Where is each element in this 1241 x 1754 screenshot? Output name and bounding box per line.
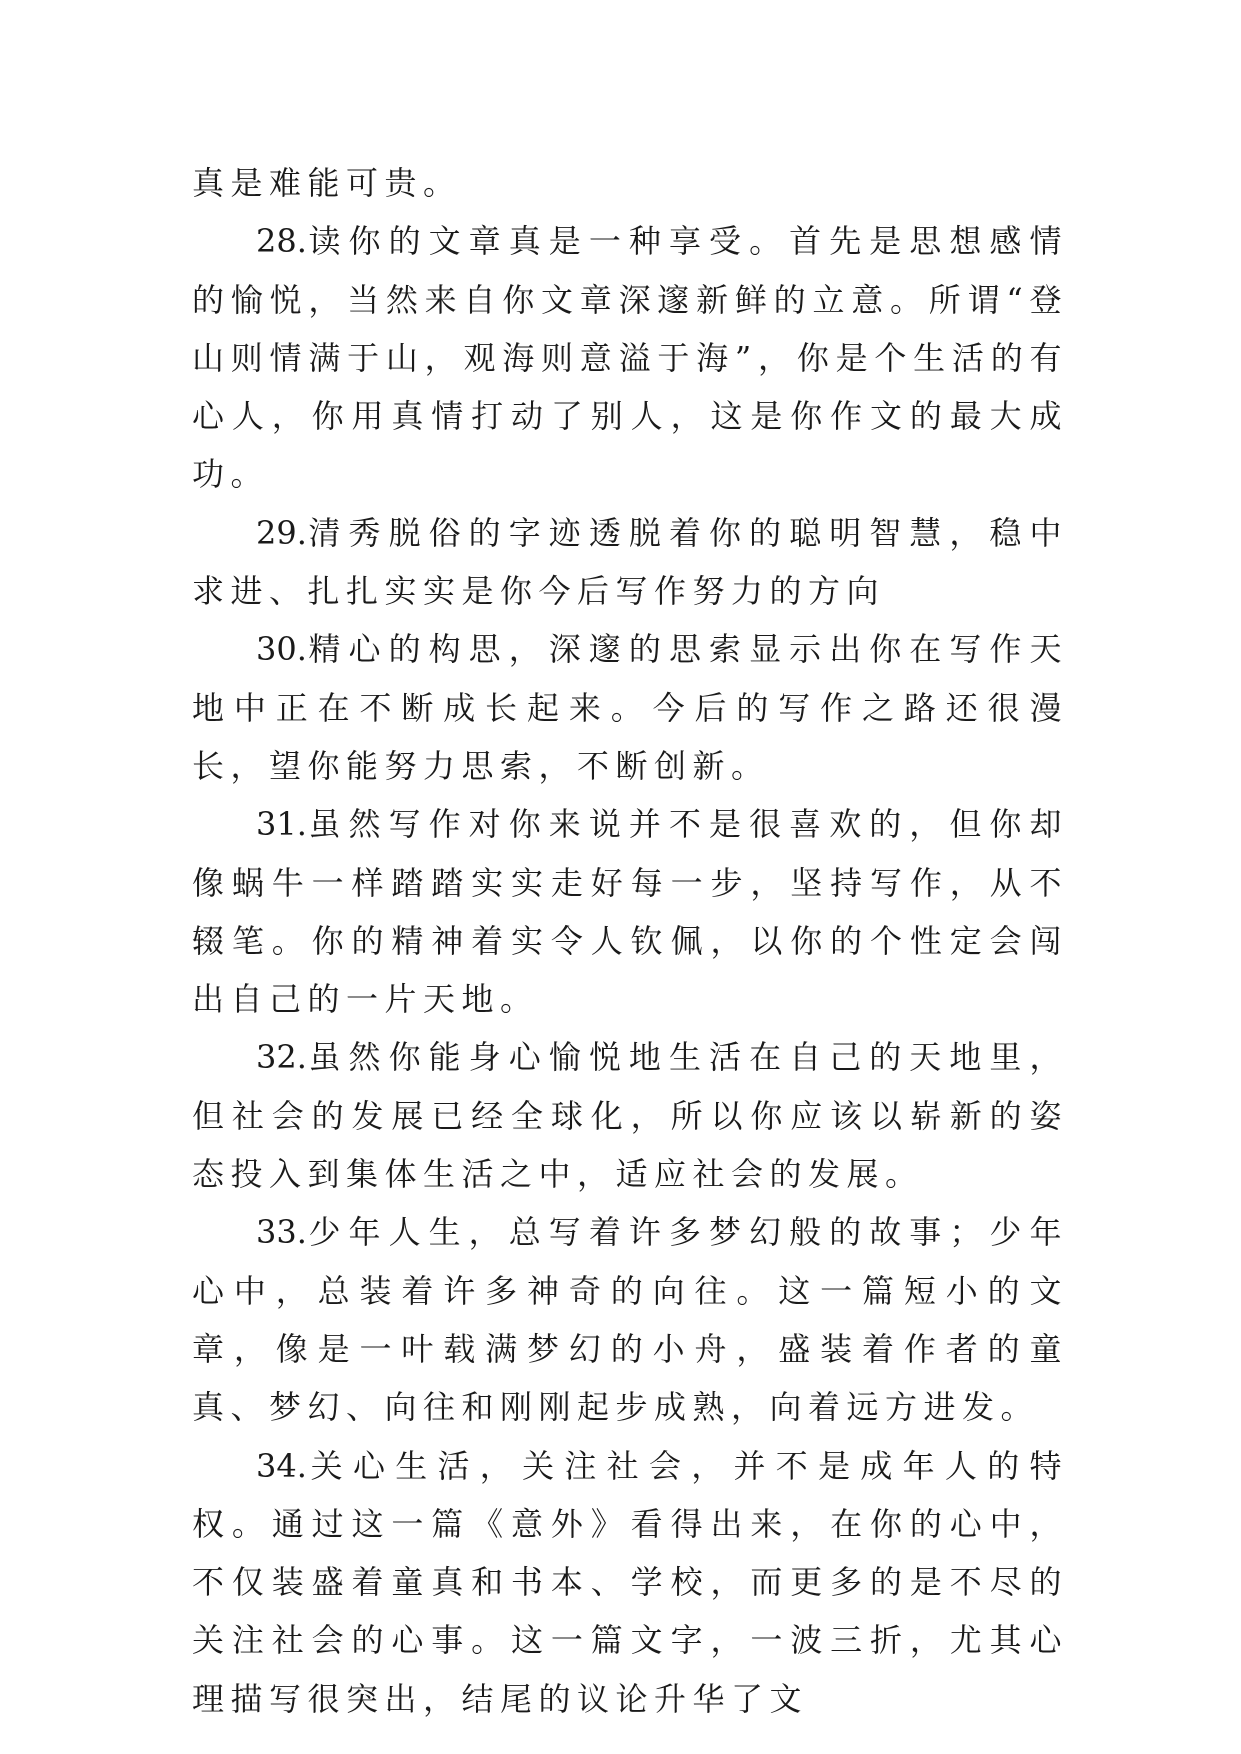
paragraph-text: 真是难能可贵。 xyxy=(192,164,462,202)
paragraph-text: 清秀脱俗的字迹透脱着你的聪明智慧，稳中求进、扎扎实实是你今后写作努力的方向 xyxy=(192,513,1068,611)
item-number: 32. xyxy=(256,1038,307,1077)
paragraph-32 xyxy=(192,1028,1068,1203)
item-number: 28. xyxy=(256,222,307,261)
paragraph-text: 关心生活，关注社会，并不是成年人的特权。通过这一篇《意外》看得出来，在你的心中，不仅装盛着童真和书本、学校，而更多的是不尽的关注社会的心事。这一篇文字，一波三折，尤其心理描写很突出，结尾的议论升华了文 xyxy=(192,1446,1068,1718)
paragraph-text: 少年人生，总写着许多梦幻般的故事；少年心中，总装着许多神奇的向往。这一篇短小的文章，像是一叶载满梦幻的小舟，盛装着作者的童真、梦幻、向往和刚刚起步成熟，向着远方进发。 xyxy=(192,1213,1068,1427)
paragraph-33 xyxy=(192,1203,1068,1436)
paragraph-text: 虽然你能身心愉悦地生活在自己的天地里，但社会的发展已经全球化，所以你应该以崭新的姿态投入到集体生活之中，适应社会的发展。 xyxy=(192,1038,1068,1194)
paragraph-text: 精心的构思，深邃的思索显示出你在写作天地中正在不断成长起来。今后的写作之路还很漫长，望你能努力思索，不断创新。 xyxy=(192,630,1068,785)
item-number: 31. xyxy=(256,805,307,844)
paragraph-31 xyxy=(192,795,1068,1028)
paragraph-29 xyxy=(192,504,1068,621)
paragraph-30 xyxy=(192,620,1068,795)
item-number: 33. xyxy=(256,1213,307,1252)
item-number: 30. xyxy=(256,630,307,669)
item-number: 29. xyxy=(256,513,307,552)
paragraph-text: 虽然写作对你来说并不是很喜欢的，但你却像蜗牛一样踏踏实实走好每一步，坚持写作，从不辍笔。你的精神着实令人钦佩，以你的个性定会闯出自己的一片天地。 xyxy=(192,805,1068,1019)
paragraph-continuation xyxy=(192,154,1068,212)
paragraph-text: 读你的文章真是一种享受。首先是思想感情的愉悦，当然来自你文章深邃新鲜的立意。所谓“登山则情满于山，观海则意溢于海”，你是个生活的有心人，你用真情打动了别人，这是你作文的最大成功。 xyxy=(192,222,1068,494)
paragraph-34 xyxy=(192,1437,1068,1728)
paragraph-28 xyxy=(192,212,1068,503)
item-number: 34. xyxy=(256,1446,307,1485)
document-body xyxy=(192,154,1068,1728)
